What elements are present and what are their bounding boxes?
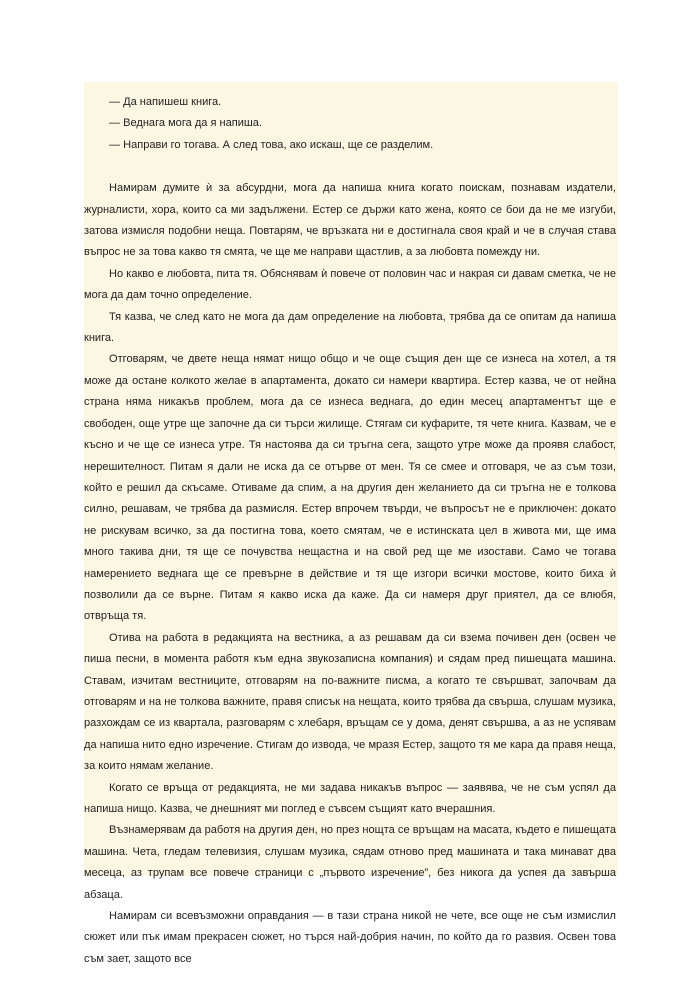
- paragraph: Отива на работа в редакцията на вестника, а аз решавам да си взема почивен ден (освен че пиша песни, в момента работя към една звукозаписна компания) и сядам пред пишещата машина. Ставам, изчитам вестниците, отговарям на по-важните писма, а когато те свършват, започвам да отговарям и на не толкова важните, правя списък на нещата, които трябва да свърша, слушам музика, разхождам се из квартала, разговарям с хлебаря, връщам се у дома, денят свършва, а аз не успявам да напиша нито едно изречение. Стигам до извода, че мразя Естер, защото тя ме кара да правя неща, за които нямам желание.: [84, 631, 616, 773]
- paragraph: Намирам си всевъзможни оправдания — в тази страна никой не чете, все още не съм измислил сюжет или пък имам прекрасен сюжет, но търся най-добрия начин, по който да го развия. Освен това съм зает, защото все: [84, 910, 616, 965]
- dialogue-line: — Веднага мога да я напиша.: [109, 117, 262, 130]
- paragraph: Възнамерявам да работя на другия ден, но през нощта се връщам на масата, където е пишещата машина. Чета, гледам телевизия, слушам музика, сядам отново пред машината и така минават два месеца, аз трупам все повече страници с „първото изречение”, без никога да успея да завърша абзаца.: [84, 824, 616, 901]
- dialogue-line: — Направи го тогава. А след това, ако искаш, ще се разделим.: [109, 138, 434, 151]
- paragraph: Намирам думите ѝ за абсурдни, мога да напиша книга когато поискам, познавам издатели, журналисти, хора, които са ми задължени. Естер се държи като жена, която се бои да не ме изгуби, затова измисля подобни неща. Повтарям, че връзката ни е достигнала своя край и че в случая става въпрос не за това какво тя смята, че ще ме направи щастлив, а за любовта помежду ни.: [84, 182, 616, 259]
- paragraph: Отговарям, че двете неща нямат нищо общо и че още същия ден ще се изнеса на хотел, а тя може да остане колкото желае в апартамента, докато си намери квартира. Естер казва, че от нейна страна няма никакъв проблем, мога да се изнеса веднага, до един месец апартаментът ще е свободен, още утре ще започне да си търси жилище. Стягам си куфарите, тя чете книга. Казвам, че е късно и че ще се изнеса утре. Тя настоява да си тръгна сега, защото утре може да проявя слабост, нерешителност. Питам я дали не иска да се отърве от мен. Тя се смее и отговаря, че аз съм този, който е решил да скъсаме. Отиваме да спим, а на другия ден желанието да си тръгна не е толкова силно, решавам, че трябва да размисля. Естер впрочем твърди, че въпросът не е приключен: докато не рискувам всичко, за да постигна това, което смятам, че е истинската цел в живота ми, ще има много такива дни, тя ще се почувства нещастна и на свой ред ще ме изостави. Само че тогава намерението веднага ще се превърне в действие и тя ще изгори всички мостове, които биха ѝ позволили да се върне. Питам я какво иска да каже. Да си намеря друг приятел, да се влюбя, отвръща тя.: [84, 353, 616, 623]
- page-text-block: [84, 82, 618, 965]
- dialogue-line: — Да напишеш книга.: [109, 96, 222, 108]
- paragraph: Когато се връща от редакцията, не ми задава никакъв въпрос — заявява, че не съм успял да напиша нищо. Казва, че днешният ми поглед е съвсем същият като вчерашния.: [84, 781, 616, 815]
- paragraph-gap: [84, 156, 616, 178]
- paragraph: Но какво е любовта, пита тя. Обяснявам ѝ повече от половин час и накрая си давам сметка, че не мога да дам точно определение.: [84, 267, 616, 302]
- paragraph: Тя казва, че след като не мога да дам определение на любовта, трябва да се опитам да напиша книга.: [84, 310, 616, 345]
